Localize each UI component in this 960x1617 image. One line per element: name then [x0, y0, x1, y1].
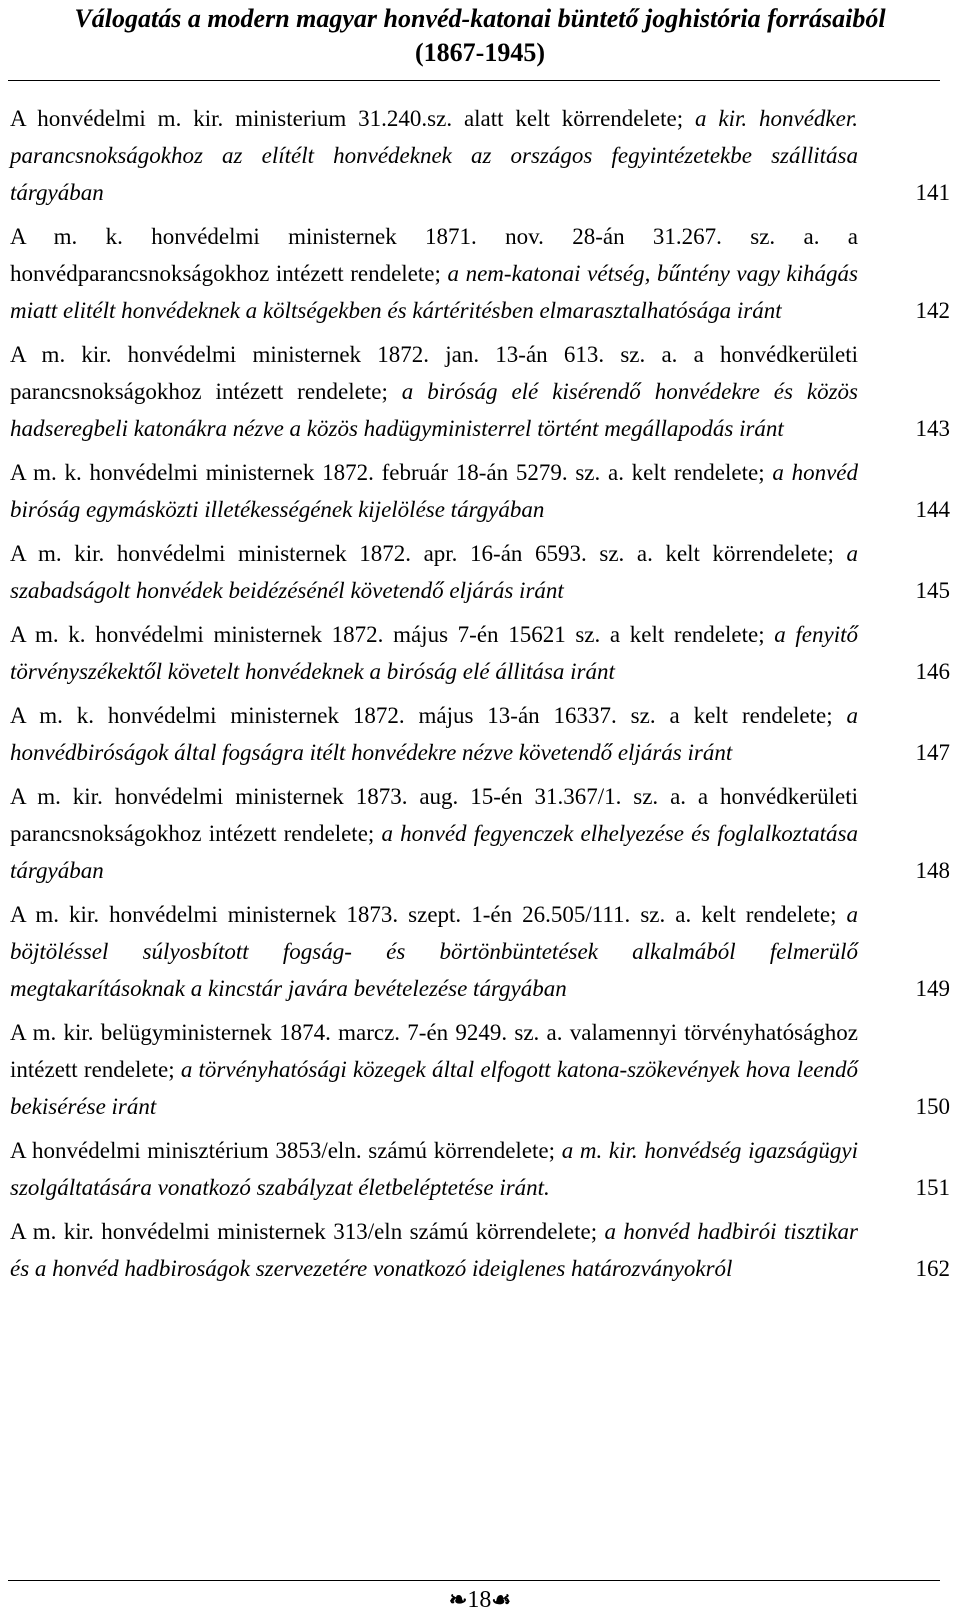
- toc-entry: [10, 616, 950, 690]
- page-footer: [0, 1585, 960, 1615]
- entry-page-number: 142: [915, 298, 950, 323]
- entry-source: A m. k. honvédelmi ministernek 1872. február 18-án 5279. sz. a. kelt rendelete;: [10, 460, 773, 485]
- entry-source: A m. k. honvédelmi ministernek 1872. május 7-én 15621 sz. a kelt rendelete;: [10, 622, 775, 647]
- entry-page-number: 148: [915, 858, 950, 883]
- header-title: Válogatás a modern magyar honvéd-katonai büntető joghistória forrásaiból: [74, 4, 886, 33]
- entry-source: A honvédelmi minisztérium 3853/eln. számú körrendelete;: [10, 1138, 562, 1163]
- entry-source: A m. kir. honvédelmi ministernek 1872. apr. 16-án 6593. sz. a. kelt körrendelete;: [10, 541, 847, 566]
- toc-entry: [10, 697, 950, 771]
- toc-entry: [10, 778, 950, 889]
- entry-source: A m. kir. honvédelmi ministernek 1873. szept. 1-én 26.505/111. sz. a. kelt rendelete;: [10, 902, 847, 927]
- toc-entry: [10, 218, 950, 329]
- entry-page-number: 162: [915, 1256, 950, 1281]
- entry-source: A m. kir. honvédelmi ministernek 313/eln számú körrendelete;: [10, 1219, 605, 1244]
- entry-subject: a törvényhatósági közegek által elfogott katona-szökevények hova leendő bekisérése iránt: [10, 1057, 858, 1119]
- entry-page-number: 144: [915, 497, 950, 522]
- toc-entry: [10, 1132, 950, 1206]
- entry-source: A m. kir. belügyministernek 1874. marcz. 7-én 9249. sz. a. valamennyi törvényhatósághoz intézett rendelete;: [10, 1020, 858, 1082]
- toc-entry: [10, 100, 950, 211]
- entry-subject: a biróság elé kisérendő honvédekre és közös hadseregbeli katonákra nézve a közös hadügyministerrel történt megállapodás iránt: [10, 379, 858, 441]
- entry-subject: a nem-katonai vétség, bűntény vagy kihágás miatt elitélt honvédeknek a költségekben és kártéritésben elmarasztalhatósága iránt: [10, 261, 858, 323]
- entry-subject: a kir. honvédker. parancsnokságokhoz az elítélt honvédeknek az országos fegyintézetekbe szállitása tárgyában: [10, 106, 858, 205]
- entry-page-number: 143: [915, 416, 950, 441]
- entry-page-number: 151: [915, 1175, 950, 1200]
- toc-entry: [10, 535, 950, 609]
- footer-divider: [8, 1580, 940, 1581]
- toc-entry-list: [10, 100, 950, 1294]
- entry-subject: a honvéd fegyenczek elhelyezése és foglalkoztatása tárgyában: [10, 821, 858, 883]
- entry-subject: a honvéd biróság egymásközti illetékességének kijelölése tárgyában: [10, 460, 858, 522]
- footer-page-number: 18: [467, 1587, 492, 1613]
- entry-page-number: 150: [915, 1094, 950, 1119]
- toc-entry: [10, 1213, 950, 1287]
- toc-entry: [10, 1014, 950, 1125]
- entry-page-number: 141: [915, 180, 950, 205]
- entry-subject: a böjtöléssel súlyosbított fogság- és börtönbüntetések alkalmából felmerülő megtakarításoknak a kincstár javára bevételezése tárgyában: [10, 902, 858, 1001]
- header-years: (1867-1945): [415, 38, 545, 67]
- toc-entry: [10, 896, 950, 1007]
- header-divider: [8, 80, 940, 81]
- toc-entry: [10, 454, 950, 528]
- entry-page-number: 147: [915, 740, 950, 765]
- running-header: [0, 0, 960, 70]
- entry-source: A m. k. honvédelmi ministernek 1872. május 13-án 16337. sz. a kelt rendelete;: [10, 703, 847, 728]
- entry-subject: a fenyitő törvényszékektől követelt honvédeknek a biróság elé állitása iránt: [10, 622, 858, 684]
- entry-subject: a honvédbiróságok által fogságra itélt honvédekre nézve követendő eljárás iránt: [10, 703, 858, 765]
- entry-subject: a honvéd hadbirói tisztikar és a honvéd hadbiroságok szervezetére vonatkozó ideiglenes határozványokról: [10, 1219, 858, 1281]
- entry-page-number: 149: [915, 976, 950, 1001]
- entry-subject: a m. kir. honvédség igazságügyi szolgáltatására vonatkozó szabályzat életbeléptetése iránt.: [10, 1138, 858, 1200]
- entry-source: A m. kir. honvédelmi ministernek 1872. jan. 13-án 613. sz. a. a honvédkerületi parancsnokságokhoz intézett rendelete;: [10, 342, 858, 404]
- entry-source: A m. kir. honvédelmi ministernek 1873. aug. 15-én 31.367/1. sz. a. a honvédkerületi parancsnokságokhoz intézett rendelete;: [10, 784, 858, 846]
- entry-page-number: 145: [915, 578, 950, 603]
- entry-source: A m. k. honvédelmi ministernek 1871. nov. 28-án 31.267. sz. a. a honvédparancsnokságokhoz intézett rendelete;: [10, 224, 858, 286]
- fleuron-right-icon: ☙: [491, 1587, 512, 1612]
- toc-entry: [10, 336, 950, 447]
- entry-page-number: 146: [915, 659, 950, 684]
- fleuron-left-icon: ❧: [448, 1587, 468, 1612]
- entry-subject: a szabadságolt honvédek beidézésénél követendő eljárás iránt: [10, 541, 858, 603]
- entry-source: A honvédelmi m. kir. ministerium 31.240.sz. alatt kelt körrendelete;: [10, 106, 695, 131]
